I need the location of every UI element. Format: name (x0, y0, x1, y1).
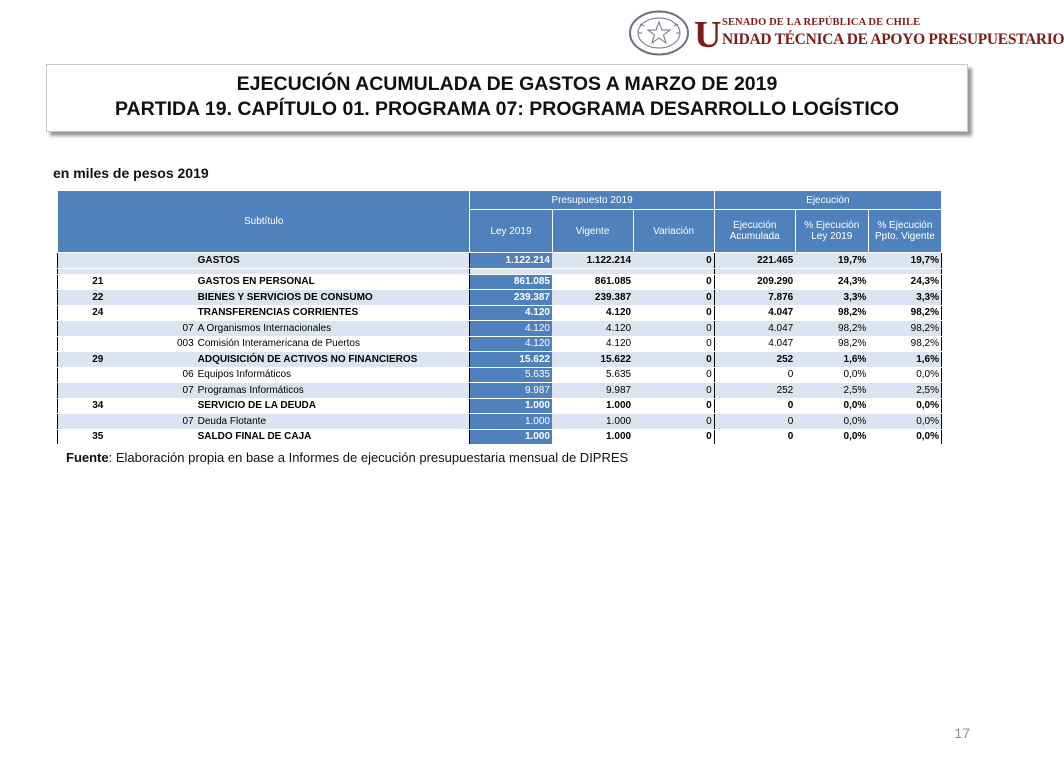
cell-pct-vigente: 98,2% (868, 305, 941, 321)
cell-vigente: 15.622 (552, 352, 633, 368)
senate-seal-logo (628, 10, 690, 56)
cell-pct-vigente: 98,2% (868, 321, 941, 337)
cell-item: 003 (138, 336, 196, 352)
cell-item: 07 (138, 414, 196, 430)
cell-item (138, 429, 196, 445)
cell-subtitulo: 29 (58, 352, 138, 368)
header-pct-ley: % Ejecución Ley 2019 (795, 210, 868, 253)
cell-item (138, 290, 196, 306)
cell-ejecucion-acumulada: 7.876 (714, 290, 795, 306)
cell-pct-ley: 98,2% (795, 321, 868, 337)
cell-item (138, 398, 196, 414)
cell-variacion: 0 (633, 429, 714, 445)
cell-ejecucion-acumulada: 0 (714, 414, 795, 430)
cell-ejecucion-acumulada: 221.465 (714, 253, 795, 269)
cell-name: ADQUISICIÓN DE ACTIVOS NO FINANCIEROS (196, 352, 470, 368)
table-row (58, 383, 942, 399)
header-presupuesto-group: Presupuesto 2019 (470, 191, 714, 210)
source-text: : Elaboración propia en base a Informes de ejecución presupuestaria mensual de DIPRES (108, 450, 629, 465)
table-row (58, 274, 942, 290)
cell-subtitulo: 24 (58, 305, 138, 321)
cell-pct-vigente: 0,0% (868, 429, 941, 445)
cell-ley: 5.635 (470, 367, 552, 383)
cell-pct-ley: 1,6% (795, 352, 868, 368)
cell-name: Equipos Informáticos (196, 367, 470, 383)
source-note (66, 450, 628, 465)
cell-ejecucion-acumulada: 252 (714, 352, 795, 368)
cell-item: 06 (138, 367, 196, 383)
cell-pct-vigente: 0,0% (868, 367, 941, 383)
logo-senate-line: SENADO DE LA REPÚBLICA DE CHILE (722, 17, 921, 28)
cell-pct-ley: 3,3% (795, 290, 868, 306)
table-row (58, 429, 942, 445)
cell-pct-vigente: 98,2% (868, 336, 941, 352)
cell-item (138, 253, 196, 269)
header-variacion: Variación (633, 210, 714, 253)
table-row (58, 290, 942, 306)
cell-pct-ley: 19,7% (795, 253, 868, 269)
cell-ley: 1.122.214 (470, 253, 552, 269)
cell-name: SERVICIO DE LA DEUDA (196, 398, 470, 414)
table-row (58, 253, 942, 269)
cell-pct-ley: 98,2% (795, 305, 868, 321)
cell-pct-ley: 24,3% (795, 274, 868, 290)
cell-name: GASTOS (196, 253, 470, 269)
cell-vigente: 5.635 (552, 367, 633, 383)
cell-subtitulo (58, 414, 138, 430)
cell-name: Deuda Flotante (196, 414, 470, 430)
table-row (58, 398, 942, 414)
cell-pct-ley: 0,0% (795, 367, 868, 383)
cell-name: Programas Informáticos (196, 383, 470, 399)
cell-pct-vigente: 0,0% (868, 398, 941, 414)
cell-ley: 1.000 (470, 429, 552, 445)
cell-pct-vigente: 0,0% (868, 414, 941, 430)
budget-execution-table (57, 190, 942, 445)
cell-ley: 1.000 (470, 398, 552, 414)
cell-vigente: 1.000 (552, 398, 633, 414)
cell-pct-vigente: 3,3% (868, 290, 941, 306)
cell-pct-vigente: 2,5% (868, 383, 941, 399)
cell-item (138, 305, 196, 321)
cell-variacion: 0 (633, 274, 714, 290)
cell-name: GASTOS EN PERSONAL (196, 274, 470, 290)
table-row (58, 352, 942, 368)
cell-name: Comisión Interamericana de Puertos (196, 336, 470, 352)
cell-vigente: 4.120 (552, 321, 633, 337)
cell-subtitulo (58, 383, 138, 399)
cell-subtitulo: 22 (58, 290, 138, 306)
cell-pct-vigente: 24,3% (868, 274, 941, 290)
utap-logo (694, 14, 1064, 56)
table-row (58, 305, 942, 321)
cell-subtitulo (58, 367, 138, 383)
cell-name: TRANSFERENCIAS CORRIENTES (196, 305, 470, 321)
cell-subtitulo (58, 253, 138, 269)
cell-variacion: 0 (633, 253, 714, 269)
cell-ley: 4.120 (470, 336, 552, 352)
logo-letter-u: U (694, 14, 722, 56)
table-row (58, 321, 942, 337)
header-subtitulo: Subtítulo (58, 191, 470, 253)
page-title: EJECUCIÓN ACUMULADA DE GASTOS A MARZO DE 2019 (236, 73, 778, 95)
table-row (58, 336, 942, 352)
table-row (58, 414, 942, 430)
logo-unit-line: NIDAD TÉCNICA DE APOYO PRESUPUESTARIO (722, 31, 1064, 48)
cell-ejecucion-acumulada: 0 (714, 367, 795, 383)
cell-vigente: 1.122.214 (552, 253, 633, 269)
cell-ley: 861.085 (470, 274, 552, 290)
cell-ejecucion-acumulada: 4.047 (714, 305, 795, 321)
cell-vigente: 1.000 (552, 414, 633, 430)
cell-variacion: 0 (633, 414, 714, 430)
cell-ejecucion-acumulada: 252 (714, 383, 795, 399)
cell-item: 07 (138, 383, 196, 399)
table-row (58, 367, 942, 383)
header-pct-vigente: % Ejecución Ppto. Vigente (868, 210, 941, 253)
cell-variacion: 0 (633, 367, 714, 383)
cell-pct-ley: 0,0% (795, 414, 868, 430)
cell-pct-vigente: 19,7% (868, 253, 941, 269)
cell-vigente: 4.120 (552, 336, 633, 352)
cell-variacion: 0 (633, 336, 714, 352)
cell-ley: 9.987 (470, 383, 552, 399)
cell-vigente: 4.120 (552, 305, 633, 321)
cell-ley: 4.120 (470, 305, 552, 321)
header-ejecucion-group: Ejecución (714, 191, 941, 210)
cell-variacion: 0 (633, 398, 714, 414)
cell-vigente: 9.987 (552, 383, 633, 399)
header-ley: Ley 2019 (470, 210, 552, 253)
cell-ejecucion-acumulada: 209.290 (714, 274, 795, 290)
cell-name: BIENES Y SERVICIOS DE CONSUMO (196, 290, 470, 306)
cell-subtitulo: 21 (58, 274, 138, 290)
cell-ley: 1.000 (470, 414, 552, 430)
cell-ley: 239.387 (470, 290, 552, 306)
cell-subtitulo: 34 (58, 398, 138, 414)
cell-variacion: 0 (633, 383, 714, 399)
cell-ejecucion-acumulada: 4.047 (714, 321, 795, 337)
cell-subtitulo (58, 321, 138, 337)
cell-name: SALDO FINAL DE CAJA (196, 429, 470, 445)
cell-subtitulo (58, 336, 138, 352)
cell-vigente: 861.085 (552, 274, 633, 290)
cell-variacion: 0 (633, 290, 714, 306)
cell-vigente: 1.000 (552, 429, 633, 445)
cell-pct-ley: 0,0% (795, 398, 868, 414)
cell-variacion: 0 (633, 352, 714, 368)
units-label: en miles de pesos 2019 (53, 165, 209, 181)
page-subtitle: PARTIDA 19. CAPÍTULO 01. PROGRAMA 07: PROGRAMA DESARROLLO LOGÍSTICO (114, 98, 900, 120)
source-label: Fuente (66, 450, 109, 465)
cell-ley: 15.622 (470, 352, 552, 368)
cell-subtitulo: 35 (58, 429, 138, 445)
cell-vigente: 239.387 (552, 290, 633, 306)
cell-variacion: 0 (633, 305, 714, 321)
cell-ejecucion-acumulada: 4.047 (714, 336, 795, 352)
header-ejecucion-acumulada: Ejecución Acumulada (714, 210, 795, 253)
title-box (46, 64, 968, 132)
cell-item: 07 (138, 321, 196, 337)
cell-pct-ley: 98,2% (795, 336, 868, 352)
cell-ejecucion-acumulada: 0 (714, 429, 795, 445)
cell-item (138, 352, 196, 368)
cell-pct-vigente: 1,6% (868, 352, 941, 368)
cell-name: A Organismos Internacionales (196, 321, 470, 337)
cell-pct-ley: 2,5% (795, 383, 868, 399)
cell-item (138, 274, 196, 290)
table-body (58, 253, 942, 445)
page-number: 17 (954, 725, 970, 741)
cell-pct-ley: 0,0% (795, 429, 868, 445)
cell-ejecucion-acumulada: 0 (714, 398, 795, 414)
header-vigente: Vigente (552, 210, 633, 253)
cell-variacion: 0 (633, 321, 714, 337)
cell-ley: 4.120 (470, 321, 552, 337)
